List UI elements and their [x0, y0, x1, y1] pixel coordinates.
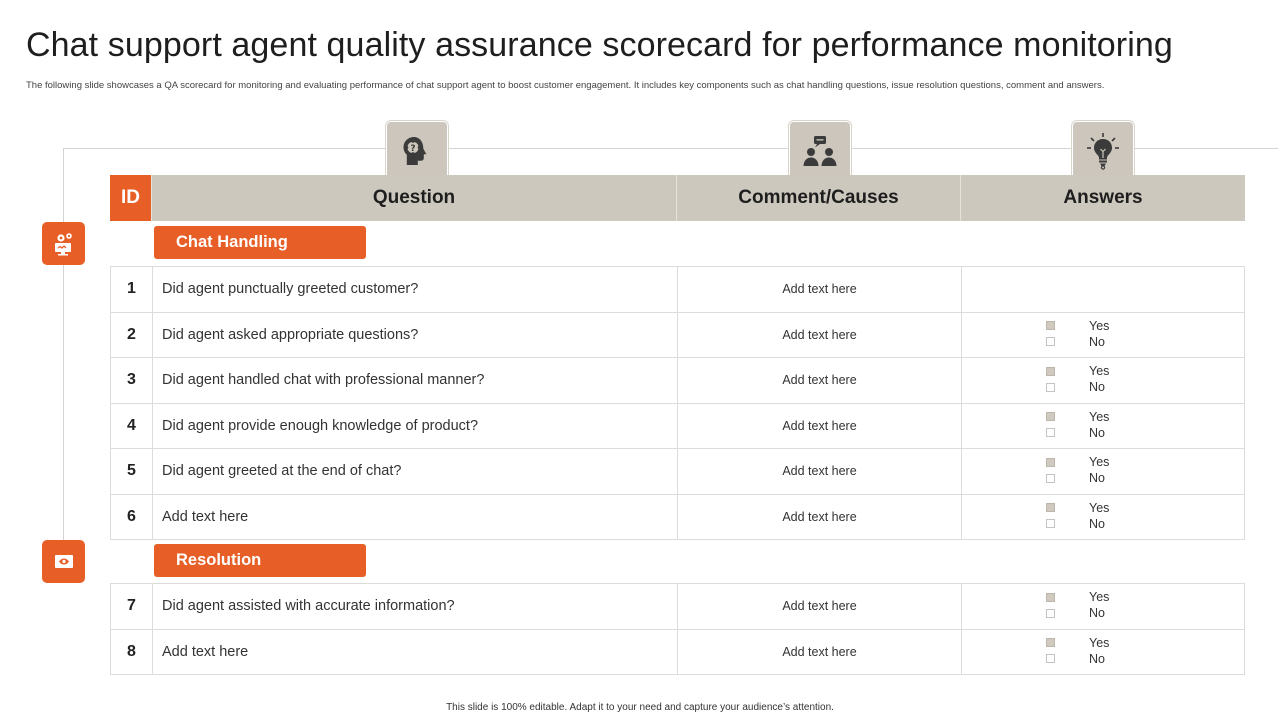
no-label: No — [1089, 334, 1105, 349]
no-label: No — [1089, 425, 1105, 440]
row-comment: Add text here — [678, 358, 962, 403]
no-checkbox[interactable] — [1046, 428, 1055, 437]
svg-text:?: ? — [410, 144, 416, 154]
row-id: 8 — [111, 630, 153, 675]
answers-column-icon-tab — [1072, 121, 1134, 181]
row-comment: Add text here — [678, 313, 962, 358]
resolution-section-label: Resolution — [154, 544, 366, 577]
row-id: 3 — [111, 358, 153, 403]
yes-checkbox[interactable] — [1046, 638, 1055, 647]
no-label: No — [1089, 516, 1105, 531]
row-comment: Add text here — [678, 267, 962, 312]
slide-subtitle: The following slide showcases a QA scorecard for monitoring and evaluating performance of chat support agent to boost customer engagement. It includes key components such as chat handling questions, issue resolution questions, comment and answers. — [26, 80, 1105, 91]
column-header-question: Question — [152, 175, 677, 221]
resolution-section-icon — [42, 540, 85, 583]
row-comment: Add text here — [678, 449, 962, 494]
row-answer — [962, 313, 1245, 358]
column-header-comment: Comment/Causes — [677, 175, 961, 221]
yes-label: Yes — [1089, 635, 1110, 650]
no-checkbox[interactable] — [1046, 474, 1055, 483]
chat-handling-section-label: Chat Handling — [154, 226, 366, 259]
frame-line-vertical — [63, 148, 64, 543]
row-comment: Add text here — [678, 584, 962, 629]
row-id: 5 — [111, 449, 153, 494]
monitor-eye-icon — [52, 550, 76, 574]
row-answer — [962, 630, 1245, 675]
column-header-answers: Answers — [1063, 187, 1143, 208]
resolution-rows — [110, 583, 1245, 675]
table-row — [111, 404, 1245, 450]
gears-monitor-icon — [51, 231, 77, 257]
row-question: Did agent provide enough knowledge of product? — [153, 404, 678, 449]
row-answer — [962, 584, 1245, 629]
row-question: Add text here — [153, 630, 678, 675]
yes-checkbox[interactable] — [1046, 321, 1055, 330]
chat-handling-rows — [110, 266, 1245, 540]
no-checkbox[interactable] — [1046, 383, 1055, 392]
row-id: 1 — [111, 267, 153, 312]
table-row — [111, 584, 1245, 630]
table-row — [111, 630, 1245, 676]
table-row — [111, 449, 1245, 495]
table-row — [111, 495, 1245, 541]
row-id: 4 — [111, 404, 153, 449]
chat-handling-section-icon — [42, 222, 85, 265]
yes-label: Yes — [1089, 455, 1110, 469]
team-chat-icon — [801, 133, 839, 169]
yes-label: Yes — [1089, 590, 1110, 604]
row-answer — [962, 495, 1245, 540]
head-question-icon — [399, 133, 435, 169]
lightbulb-icon — [1085, 132, 1121, 170]
comment-column-icon-tab — [789, 121, 851, 181]
row-comment: Add text here — [678, 495, 962, 540]
yes-label: Yes — [1089, 364, 1110, 378]
row-answer — [962, 449, 1245, 494]
yes-checkbox[interactable] — [1046, 412, 1055, 421]
row-question: Did agent assisted with accurate information? — [153, 584, 678, 629]
no-label: No — [1089, 380, 1105, 394]
slide-footer: This slide is 100% editable. Adapt it to your need and capture your audience’s attention. — [446, 702, 834, 713]
no-checkbox[interactable] — [1046, 519, 1055, 528]
row-comment: Add text here — [678, 630, 962, 675]
question-column-icon-tab — [386, 121, 448, 181]
table-row — [111, 267, 1245, 313]
yes-label: Yes — [1089, 318, 1110, 333]
no-label: No — [1089, 471, 1105, 485]
no-checkbox[interactable] — [1046, 654, 1055, 663]
yes-checkbox[interactable] — [1046, 367, 1055, 376]
no-checkbox[interactable] — [1046, 609, 1055, 618]
column-header-id: ID — [110, 175, 152, 221]
row-question: Did agent punctually greeted customer? — [153, 267, 678, 312]
yes-label: Yes — [1089, 500, 1110, 515]
no-label: No — [1089, 606, 1105, 620]
row-question: Add text here — [153, 495, 678, 540]
row-question: Did agent handled chat with professional manner? — [153, 358, 678, 403]
table-header — [110, 175, 1245, 221]
row-answer — [962, 404, 1245, 449]
yes-checkbox[interactable] — [1046, 503, 1055, 512]
row-id: 7 — [111, 584, 153, 629]
row-id: 2 — [111, 313, 153, 358]
row-id: 6 — [111, 495, 153, 540]
yes-checkbox[interactable] — [1046, 593, 1055, 602]
yes-label: Yes — [1089, 409, 1110, 424]
table-row — [111, 313, 1245, 359]
yes-checkbox[interactable] — [1046, 458, 1055, 467]
row-question: Did agent asked appropriate questions? — [153, 313, 678, 358]
slide-title: Chat support agent quality assurance scorecard for performance monitoring — [26, 26, 1173, 64]
row-question: Did agent greeted at the end of chat? — [153, 449, 678, 494]
row-answer — [962, 358, 1245, 403]
table-row — [111, 358, 1245, 404]
no-label: No — [1089, 651, 1105, 666]
no-checkbox[interactable] — [1046, 337, 1055, 346]
row-answer — [962, 267, 1245, 312]
row-comment: Add text here — [678, 404, 962, 449]
